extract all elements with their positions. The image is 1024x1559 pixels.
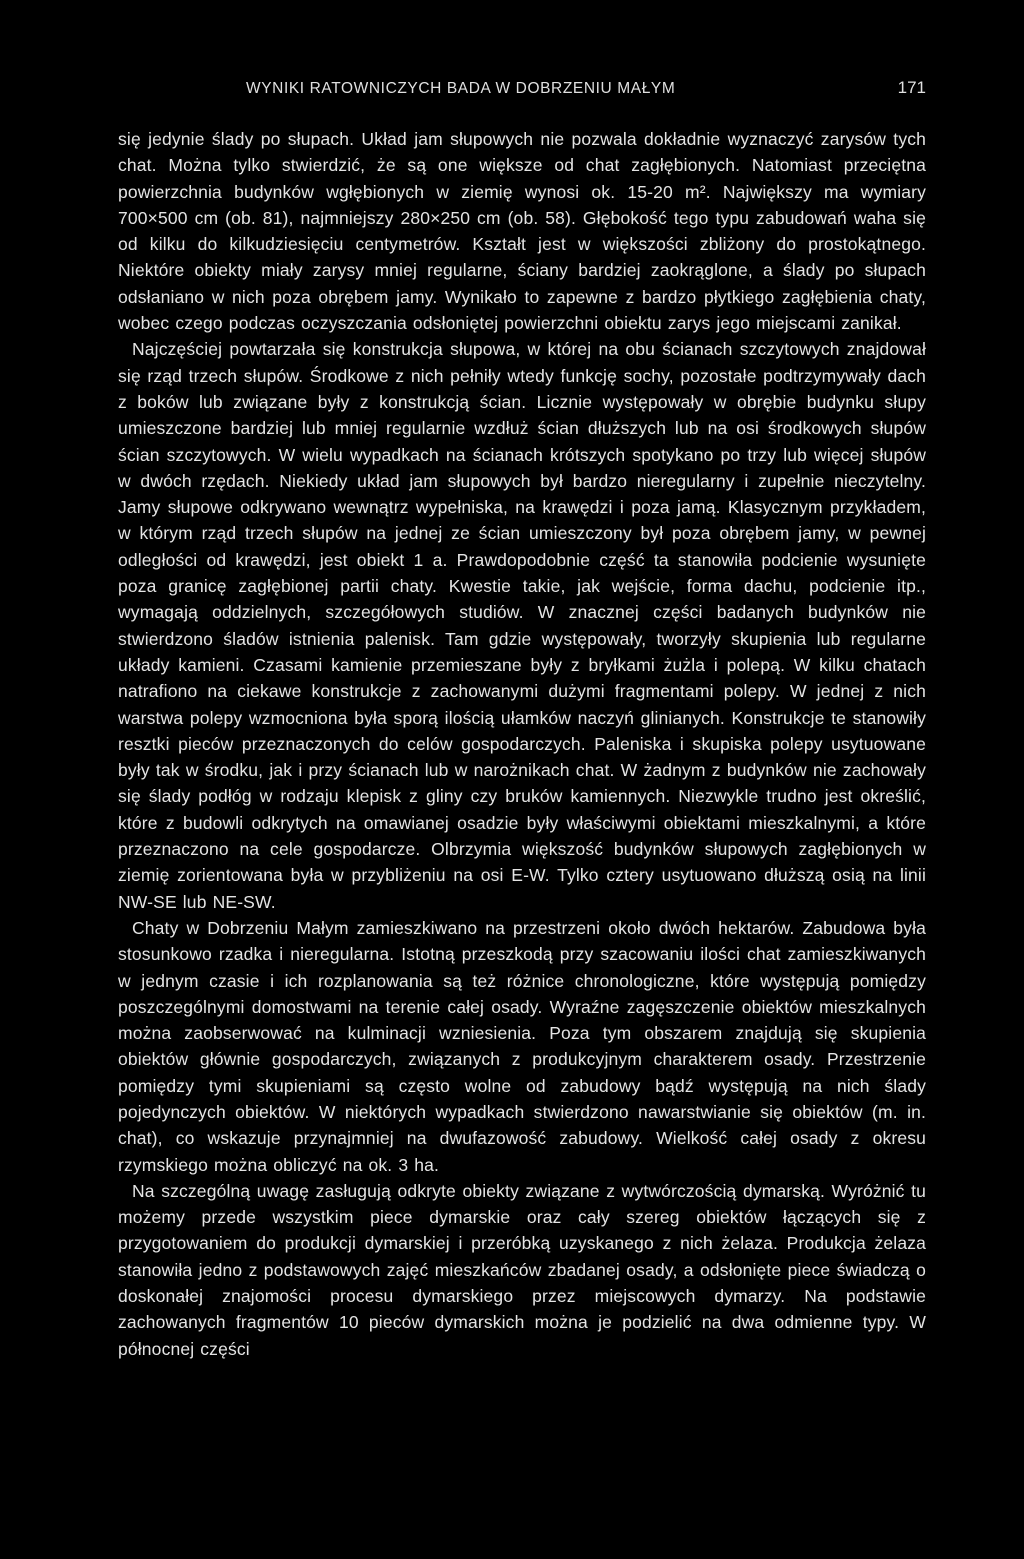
paragraph-settlement: Chaty w Dobrzeniu Małym zamieszkiwano na przestrzeni około dwóch hektarów. Zabudowa była stosunkowo rzadka i nieregularna. Istotną przeszkodą przy szacowaniu ilości chat zamieszkiwanych w jednym czasie i ich rozplanowania są też różnice chronologiczne, które występują pomiędzy poszczególnymi domostwami na terenie całej osady. Wyraźne zagęszczenie obiektów mieszkalnych można zaobserwować na kulminacji wzniesienia. Poza tym obszarem znajdują się skupienia obiektów głównie gospodarczych, związanych z produkcyjnym charakterem osady. Przestrzenie pomiędzy tymi skupieniami są często wolne od zabudowy bądź występują na nich ślady pojedynczych obiektów. W niektórych wypadkach stwierdzono nawarstwianie się obiektów (m. in. chat), co wskazuje przynajmniej na dwufazowość zabudowy. Wielkość całej osady z okresu rzymskiego można obliczyć na ok. 3 ha.: [118, 917, 926, 1175]
page-header: [118, 78, 926, 102]
paragraph-continued: się jedynie ślady po słupach. Układ jam słupowych nie pozwala dokładnie wyznaczyć zarysów tych chat. Można tylko stwierdzić, że są one większe od chat zagłębionych. Natomiast przeciętna powierzchnia budynków wgłębionych w ziemię wynosi ok. 15-20 m². Największy ma wymiary 700×500 cm (ob. 81), najmniejszy 280×250 cm (ob. 58). Głębokość tego typu zabudowań waha się od kilku do kilkudziesięciu centymetrów. Kształt jest w większości zbliżony do prostokątnego. Niektóre obiekty miały zarysy mniej regularne, ściany bardziej zaokrąglone, a ślady po słupach odsłaniano w nich poza obrębem jamy. Wynikało to zapewne z bardzo płytkiego zagłębienia chaty, wobec czego podczas oczyszczania odsłoniętej powierzchni obiektu zarys jego miejscami zanikał.: [118, 129, 926, 334]
paragraph-construction: Najczęściej powtarzała się konstrukcja słupowa, w której na obu ścianach szczytowych znajdował się rząd trzech słupów. Środkowe z nich pełniły wtedy funkcję sochy, pozostałe podtrzymywały dach z boków lub związane były z konstrukcją ścian. Licznie występowały w obrębie budynku słupy umieszczone bardziej lub mniej regularnie wzdłuż ścian dłuższych lub na osi środkowych słupów ścian szczytowych. W wielu wypadkach na ścianach krótszych spotykano po trzy lub więcej słupów w dwóch rzędach. Niekiedy układ jam słupowych był bardzo nieregularny i zupełnie nieczytelny. Jamy słupowe odkrywano wewnątrz wypełniska, na krawędzi i poza jamą. Klasycznym przykładem, w którym rząd trzech słupów na jednej ze ścian umieszczony był poza obrębem jamy, w pewnej odległości od krawędzi, jest obiekt 1 a. Prawdopodobnie część ta stanowiła podcienie wysunięte poza granicę zagłębionej partii chaty. Kwestie takie, jak wejście, forma dachu, podcienie itp., wymagają oddzielnych, szczegółowych studiów. W znacznej części badanych budynków nie stwierdzono śladów istnienia palenisk. Tam gdzie występowały, tworzyły skupienia lub regularne układy kamieni. Czasami kamienie przemieszane były z bryłkami żużla i polepą. W kilku chatach natrafiono na ciekawe konstrukcje z zachowanymi dużymi fragmentami polepy. W jednej z nich warstwa polepy wzmocniona była sporą ilością ułamków naczyń glinianych. Konstrukcje te stanowiły resztki pieców przeznaczonych do celów gospodarczych. Paleniska i skupiska polepy usytuowane były tak w środku, jak i przy ścianach lub w narożnikach chat. W żadnym z budynków nie zachowały się ślady podłóg w rodzaju klepisk z gliny czy bruków kamiennych. Niezwykle trudno jest określić, które z budowli odkrytych na omawianej osadzie były właściwymi obiektami mieszkalnymi, a które przeznaczono na cele gospodarcze. Olbrzymia większość budynków słupowych zagłębionych w ziemię zorientowana była w przybliżeniu na osi E-W. Tylko cztery usytuowano dłuższą osią na linii NW-SE lub NE-SW.: [118, 339, 926, 912]
running-head: WYNIKI RATOWNICZYCH BADA W DOBRZENIU MAŁYM: [246, 80, 676, 97]
body-text: [118, 126, 926, 1362]
page-number: 171: [897, 78, 926, 97]
paragraph-furnaces: Na szczególną uwagę zasługują odkryte obiekty związane z wytwórczością dymarską. Wyróżnić tu możemy przede wszystkim piece dymarskie oraz cały szereg obiektów łączących się z przygotowaniem do produkcji dymarskiej i przeróbką uzyskanego z nich żelaza. Produkcja żelaza stanowiła jedno z podstawowych zajęć mieszkańców zbadanej osady, a odsłonięte piece świadczą o doskonałej znajomości procesu dymarskiego przez miejscowych dymarzy. Na podstawie zachowanych fragmentów 10 pieców dymarskich można je podzielić na dwa odmienne typy. W północnej części: [118, 1180, 926, 1359]
